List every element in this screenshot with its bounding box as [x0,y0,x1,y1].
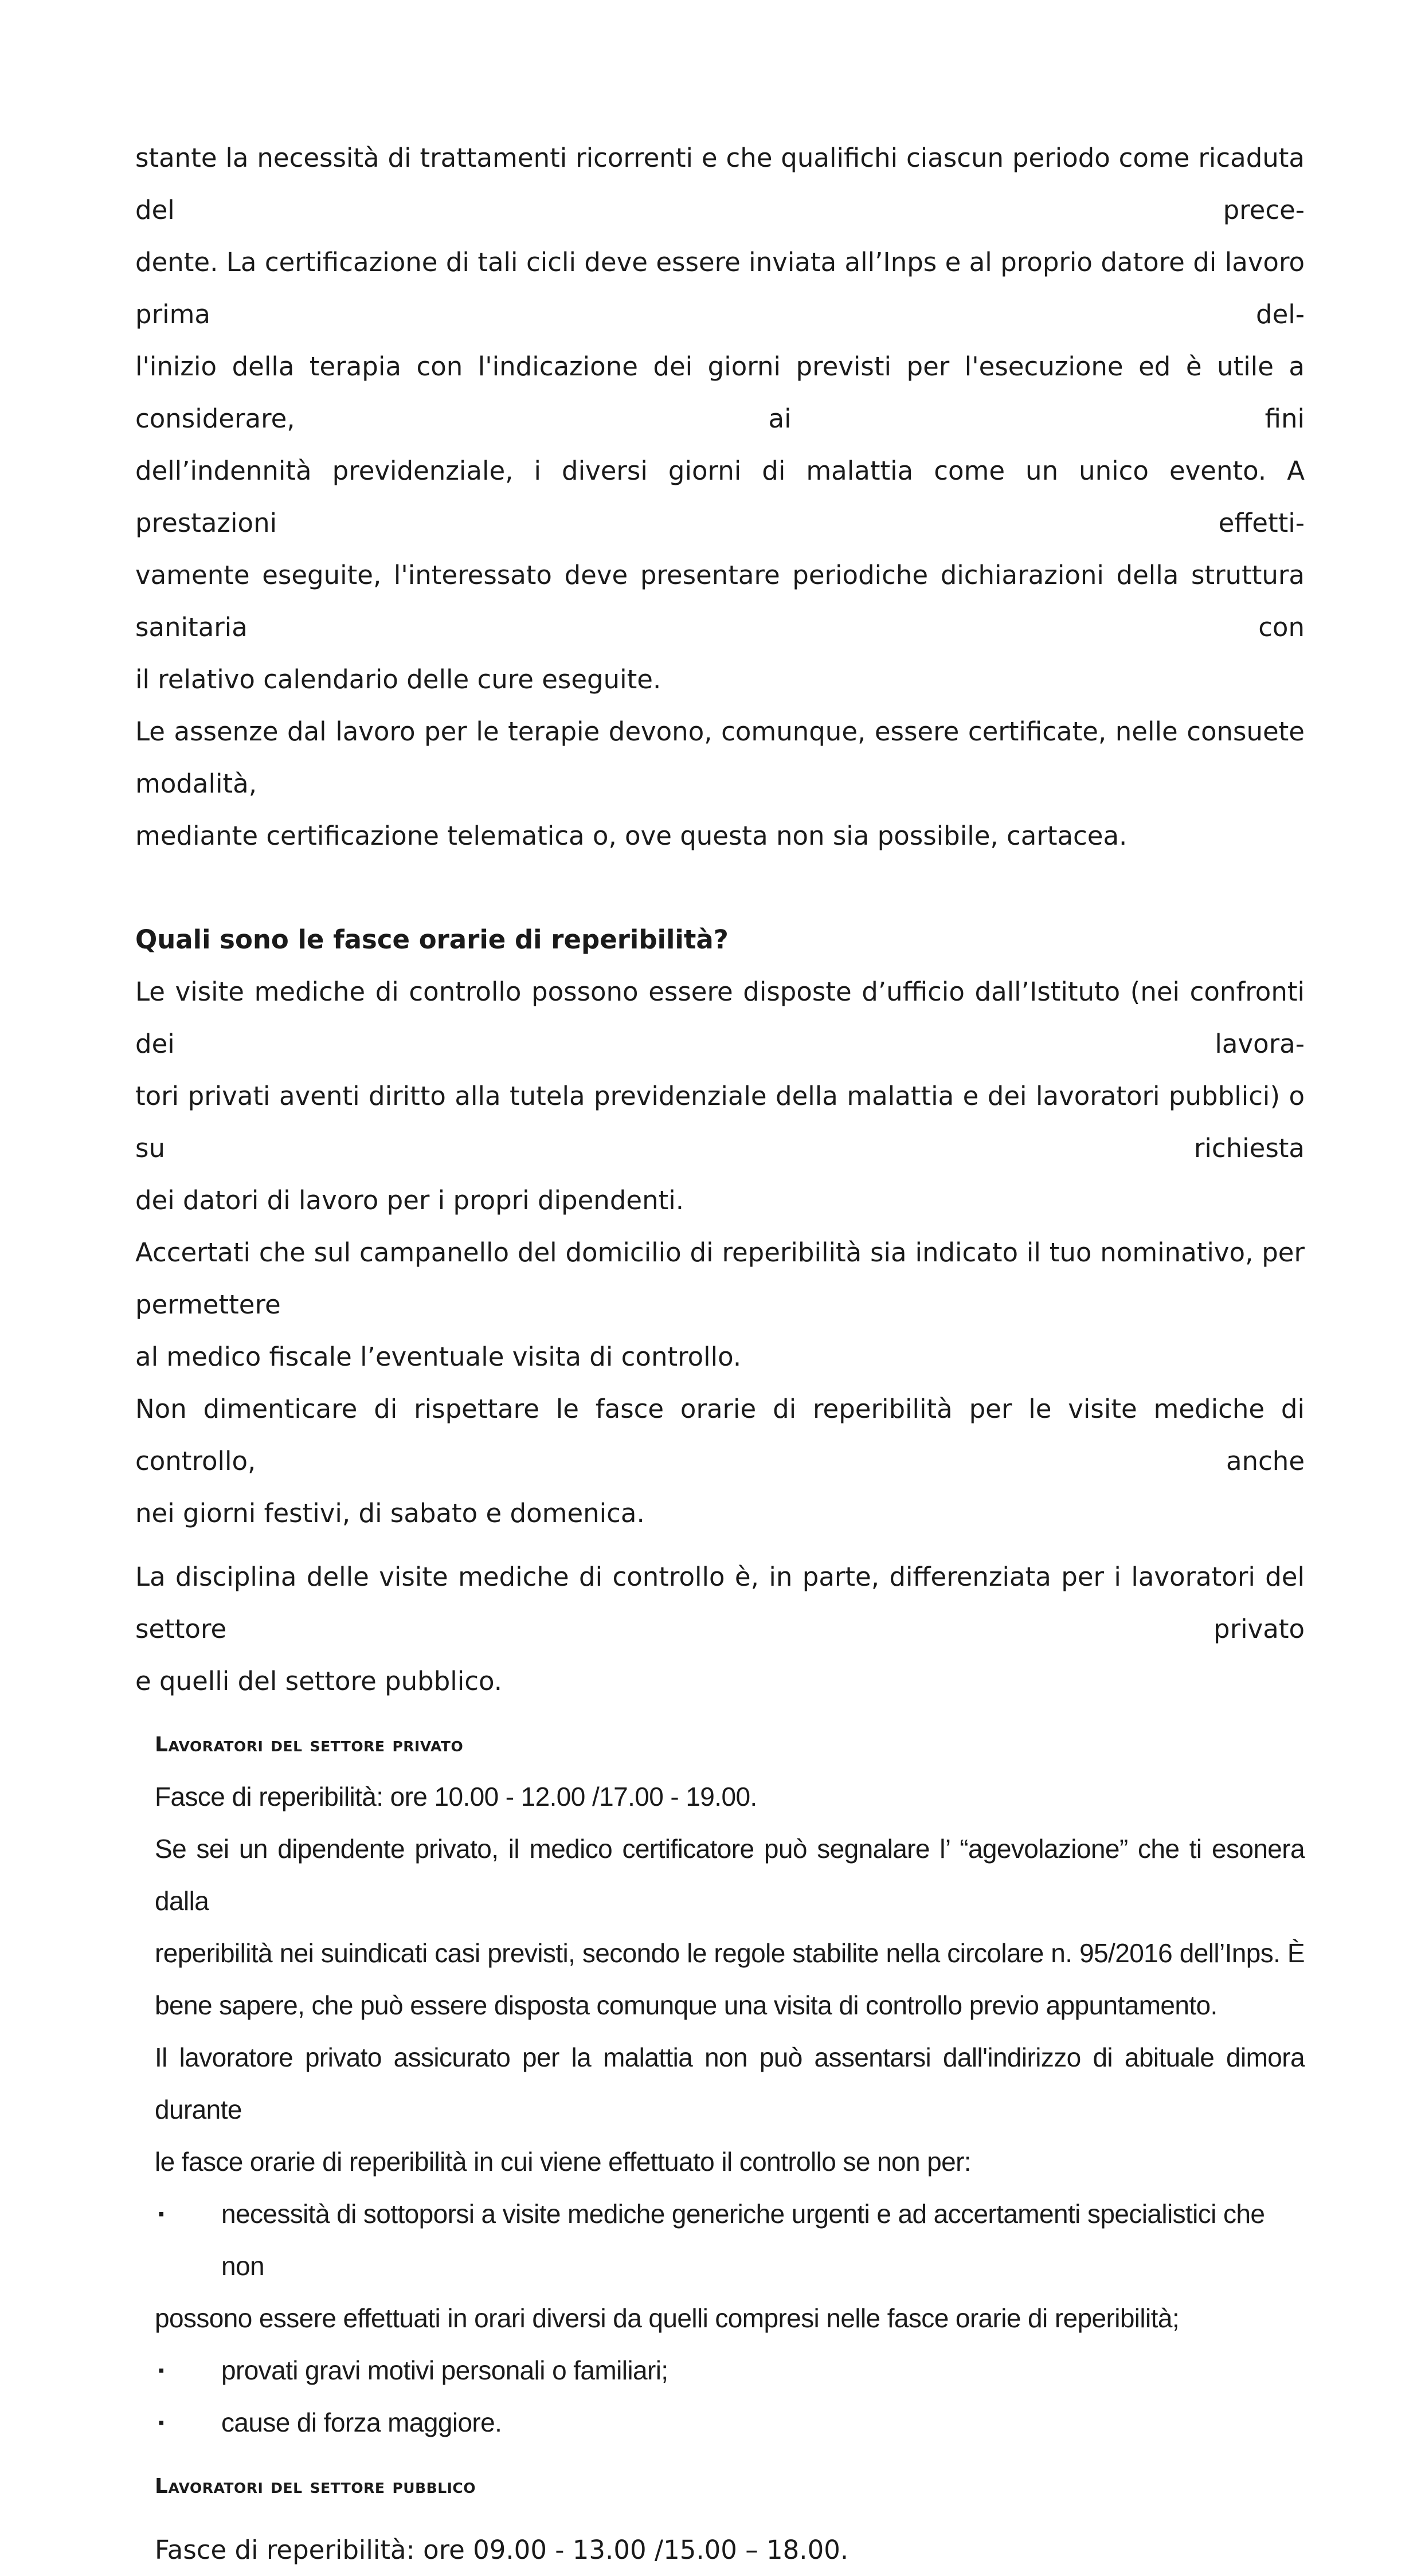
section-paragraph-4 [135,1551,1305,1707]
list-item [155,2397,1305,2449]
text-line: nei giorni festivi, di sabato e domenica. [135,1498,645,1528]
spacer [155,2512,1305,2524]
private-sector-heading: Lavoratori del settore privato [155,1733,464,1756]
section-paragraph-2 [135,1226,1305,1383]
text-line: l'inizio della terapia con l'indicazione dei giorni previsti per l'esecuzione ed è utile a considerare, ai fini [135,351,1305,434]
text-line: Accertati che sul campanello del domicilio di reperibilità sia indicato il tuo nominativo, per permettere [135,1237,1305,1320]
bullet-first-line [155,2344,1305,2397]
spacer [135,1539,1305,1551]
section-paragraph-1 [135,966,1305,1226]
text-line: al medico fiscale l’eventuale visita di controllo. [135,1342,742,1372]
text-line: Non dimenticare di rispettare le fasce orarie di reperibilità per le visite mediche di controllo, anche [135,1394,1305,1476]
spacer [135,1707,1305,1719]
list-item [155,2188,1305,2344]
text-line: stante la necessità di trattamenti ricorrenti e che qualifichi ciascun periodo come ricaduta del prece- [135,143,1305,225]
bullet-first-line [155,2188,1305,2292]
text-line: reperibilità nei suindicati casi previsti, secondo le regole stabilite nella circolare n. 95/2016 dell’Inps. È [155,1938,1305,1968]
bullet-square-icon: ▪ [158,2205,165,2224]
public-hours: Fasce di reperibilità: ore 09.00 - 13.00 /15.00 – 18.00. [155,2535,849,2565]
text-line: Le assenze dal lavoro per le terapie devono, comunque, essere certificate, nelle consuete modalità, [135,716,1305,799]
private-paragraph-1 [155,1823,1305,2032]
spacer [155,2449,1305,2460]
text-line: La disciplina delle visite mediche di controllo è, in parte, differenziata per i lavoratori del settore privato [135,1562,1305,1644]
public-sector-heading: Lavoratori del settore pubblico [155,2475,476,2498]
section-paragraph-3 [135,1383,1305,1539]
text-line: tori privati aventi diritto alla tutela previdenziale della malattia e dei lavoratori pubblici) o su richiesta [135,1081,1305,1163]
text-line: e quelli del settore pubblico. [135,1666,503,1696]
bullet-continuation-line: possono essere effettuati in orari diversi da quelli compresi nelle fasce orarie di reperibilità; [155,2303,1180,2333]
text-line: dell’indennità previdenziale, i diversi giorni di malattia come un unico evento. A prestazioni effetti- [135,456,1305,538]
bullet-square-icon: ▪ [158,2361,165,2380]
text-line: il relativo calendario delle cure eseguite. [135,664,661,695]
bullet-text: necessità di sottoporsi a visite mediche generiche urgenti e ad accertamenti specialistici che non [221,2199,1265,2281]
private-paragraph-2 [155,2032,1305,2188]
bullet-first-line [155,2397,1305,2449]
document-page [135,132,1305,2576]
intro-paragraph-1 [135,132,1305,705]
text-line: dei datori di lavoro per i propri dipendenti. [135,1185,684,1216]
text-line: dente. La certificazione di tali cicli deve essere inviata all’Inps e al proprio datore di lavoro prima del- [135,247,1305,330]
private-sector-block [155,1719,1305,2576]
intro-paragraph-2 [135,705,1305,862]
text-line: Il lavoratore privato assicurato per la malattia non può assentarsi dall'indirizzo di abituale dimora durante [155,2042,1305,2124]
private-hours: Fasce di reperibilità: ore 10.00 - 12.00 /17.00 - 19.00. [155,1782,757,1812]
section-heading: Quali sono le fasce orarie di reperibilità? [135,924,729,955]
bullet-square-icon: ▪ [158,2413,165,2432]
text-line: Se sei un dipendente privato, il medico certificatore può segnalare l’ “agevolazione” che ti esonera dalla [155,1834,1305,1916]
spacer [135,862,1305,913]
text-line: vamente eseguite, l'interessato deve presentare periodiche dichiarazioni della struttura sanitaria con [135,560,1305,642]
bullet-text: cause di forza maggiore. [221,2408,502,2437]
list-item [155,2344,1305,2397]
text-line: bene sapere, che può essere disposta comunque una visita di controllo previo appuntamento. [155,1990,1218,2020]
text-line: Le visite mediche di controllo possono essere disposte d’ufficio dall’Istituto (nei confronti dei lavora- [135,977,1305,1059]
text-line: le fasce orarie di reperibilità in cui viene effettuato il controllo se non per: [155,2147,971,2177]
bullet-text: provati gravi motivi personali o familiari; [221,2355,668,2385]
private-bullet-list [155,2188,1305,2449]
text-line: mediante certificazione telematica o, ove questa non sia possibile, cartacea. [135,821,1128,851]
